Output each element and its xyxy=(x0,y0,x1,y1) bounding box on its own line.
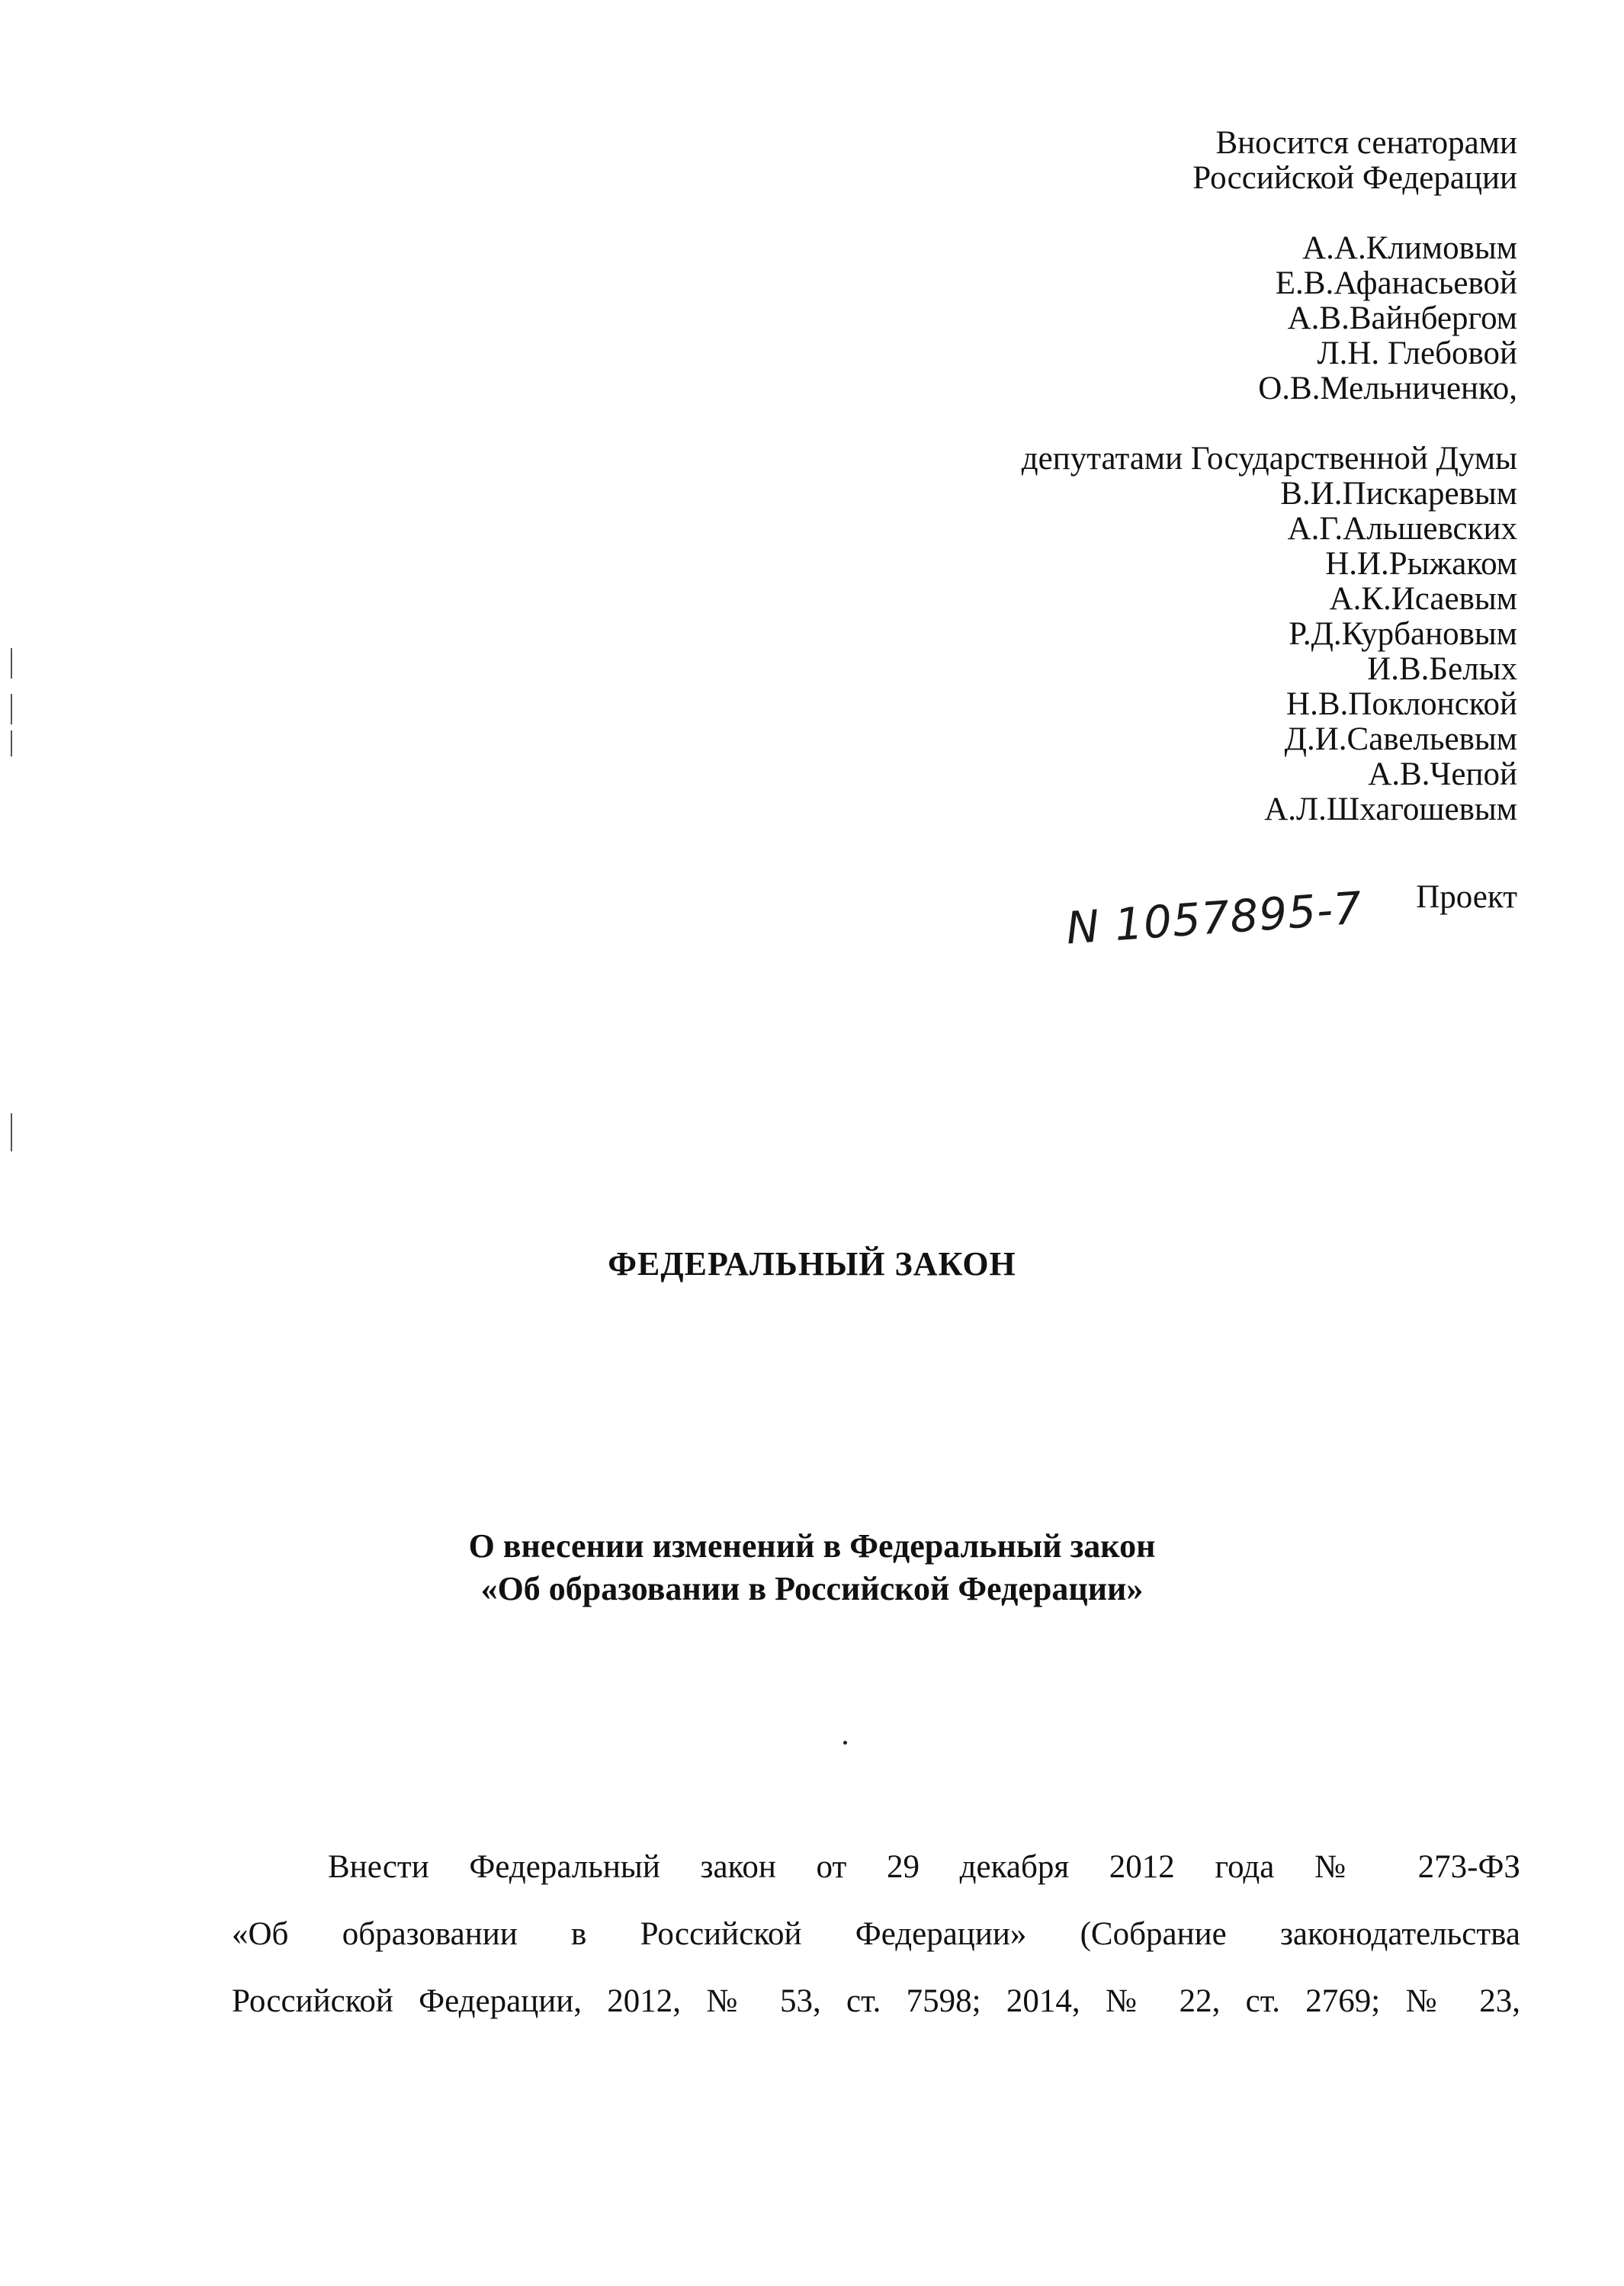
deputy-name: Р.Д.Курбановым xyxy=(1289,616,1517,652)
scan-mark-4 xyxy=(11,1113,12,1151)
deputy-name: А.В.Чепой xyxy=(1368,756,1517,792)
senator-name: Л.Н. Глебовой xyxy=(1317,336,1517,371)
body-line: Российской Федерации, 2012, № 53, ст. 7598; 2014, № 22, ст. 2769; № 23, xyxy=(232,1983,1520,2019)
senator-name: А.А.Климовым xyxy=(1302,230,1517,266)
deputy-name: А.Г.Альшевских xyxy=(1287,511,1517,547)
senators-intro-line-2: Российской Федерации xyxy=(1192,160,1517,196)
deputy-name: А.Л.Шхагошевым xyxy=(1264,791,1517,827)
senator-name: Е.В.Афанасьевой xyxy=(1275,265,1517,301)
project-label: Проект xyxy=(1416,879,1517,915)
senator-name: О.В.Мельниченко, xyxy=(1258,371,1517,406)
deputy-name: Н.В.Поклонской xyxy=(1286,686,1517,722)
stray-dot xyxy=(843,1741,847,1745)
body-line: «Об образовании в Российской Федерации» (Собрание законодательства xyxy=(232,1916,1520,1952)
deputy-name: И.В.Белых xyxy=(1367,651,1517,687)
document-type-heading: ФЕДЕРАЛЬНЫЙ ЗАКОН xyxy=(608,1245,1016,1283)
handwritten-registration-number: N 1057895-7 xyxy=(1064,881,1364,955)
spacer xyxy=(1022,406,1517,441)
scan-mark-2 xyxy=(11,694,12,724)
scan-mark-1 xyxy=(11,648,12,679)
body-line: Внести Федеральный закон от 29 декабря 2012 года № 273-ФЗ xyxy=(328,1849,1520,1885)
sponsors-block xyxy=(1022,126,1517,827)
law-title-line-1: О внесении изменений в Федеральный закон xyxy=(468,1527,1156,1565)
senator-name: А.В.Вайнбергом xyxy=(1287,300,1517,336)
law-title xyxy=(0,1525,1624,1610)
law-title-line-2: «Об образовании в Российской Федерации» xyxy=(480,1570,1144,1607)
body-paragraph xyxy=(232,1834,1520,2035)
deputy-name: Н.И.Рыжаком xyxy=(1325,546,1517,582)
deputy-name: А.К.Исаевым xyxy=(1329,581,1517,617)
senators-intro-line-1: Вносится сенаторами xyxy=(1215,125,1517,161)
spacer xyxy=(1022,196,1517,231)
deputies-intro: депутатами Государственной Думы xyxy=(1021,441,1517,477)
scan-mark-3 xyxy=(11,730,12,756)
deputy-name: Д.И.Савельевым xyxy=(1284,721,1517,757)
deputy-name: В.И.Пискаревым xyxy=(1280,476,1517,512)
